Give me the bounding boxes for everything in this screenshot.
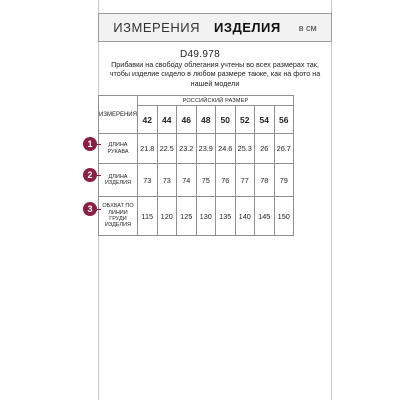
table-cell: 135 <box>216 197 236 236</box>
size-table <box>98 95 294 236</box>
table-cell: 21.8 <box>138 134 158 164</box>
table-cell: 130 <box>196 197 216 236</box>
table-cell: 74 <box>177 164 197 197</box>
size-header: 54 <box>255 106 275 134</box>
row-label: ДЛИНА РУКАВА <box>99 134 138 164</box>
size-header: 44 <box>157 106 177 134</box>
title-word-measurements: ИЗМЕРЕНИЯ <box>113 20 200 35</box>
table-cell: 115 <box>138 197 158 236</box>
table-cell: 150 <box>274 197 294 236</box>
table-cell: 26.7 <box>274 134 294 164</box>
table-cell: 76 <box>216 164 236 197</box>
measurements-header: ИЗМЕРЕНИЯ <box>99 96 138 134</box>
size-header: 52 <box>235 106 255 134</box>
title-unit: в см <box>298 22 317 33</box>
number-badge-1: 1 <box>83 137 97 151</box>
number-badge-2: 2 <box>83 168 97 182</box>
table-cell: 73 <box>138 164 158 197</box>
table-cell: 120 <box>157 197 177 236</box>
size-header: 56 <box>274 106 294 134</box>
table-cell: 73 <box>157 164 177 197</box>
size-header: 42 <box>138 106 158 134</box>
table-cell: 23.9 <box>196 134 216 164</box>
table-cell: 75 <box>196 164 216 197</box>
russian-size-header: РОССИЙСКИЙ РАЗМЕР <box>138 96 294 106</box>
table-row-garment-length <box>99 164 294 197</box>
table-cell: 140 <box>235 197 255 236</box>
table-cell: 125 <box>177 197 197 236</box>
table-row-sleeve-length <box>99 134 294 164</box>
title-banner <box>98 13 332 42</box>
fit-note: Прибавки на свободу облегания учтены во всех размерах так, чтобы изделие сидело в любом размере также, как на фото на нашей модели <box>109 60 321 88</box>
table-cell: 78 <box>255 164 275 197</box>
table-cell: 77 <box>235 164 255 197</box>
size-header: 46 <box>177 106 197 134</box>
table-cell: 23.2 <box>177 134 197 164</box>
row-label: ДЛИНА ИЗДЕЛИЯ <box>99 164 138 197</box>
size-header: 48 <box>196 106 216 134</box>
model-code: D49.978 <box>180 49 220 60</box>
title-word-garment: ИЗДЕЛИЯ <box>213 20 281 35</box>
number-badge-3: 3 <box>83 202 97 216</box>
size-header: 50 <box>216 106 236 134</box>
table-cell: 79 <box>274 164 294 197</box>
table-cell: 25.3 <box>235 134 255 164</box>
table-cell: 26 <box>255 134 275 164</box>
table-cell: 145 <box>255 197 275 236</box>
row-label: ОБХВАТ ПО ЛИНИИ ГРУДИ ИЗДЕЛИЯ <box>99 197 138 236</box>
table-cell: 24.6 <box>216 134 236 164</box>
table-cell: 22.5 <box>157 134 177 164</box>
table-row-chest-girth <box>99 197 294 236</box>
